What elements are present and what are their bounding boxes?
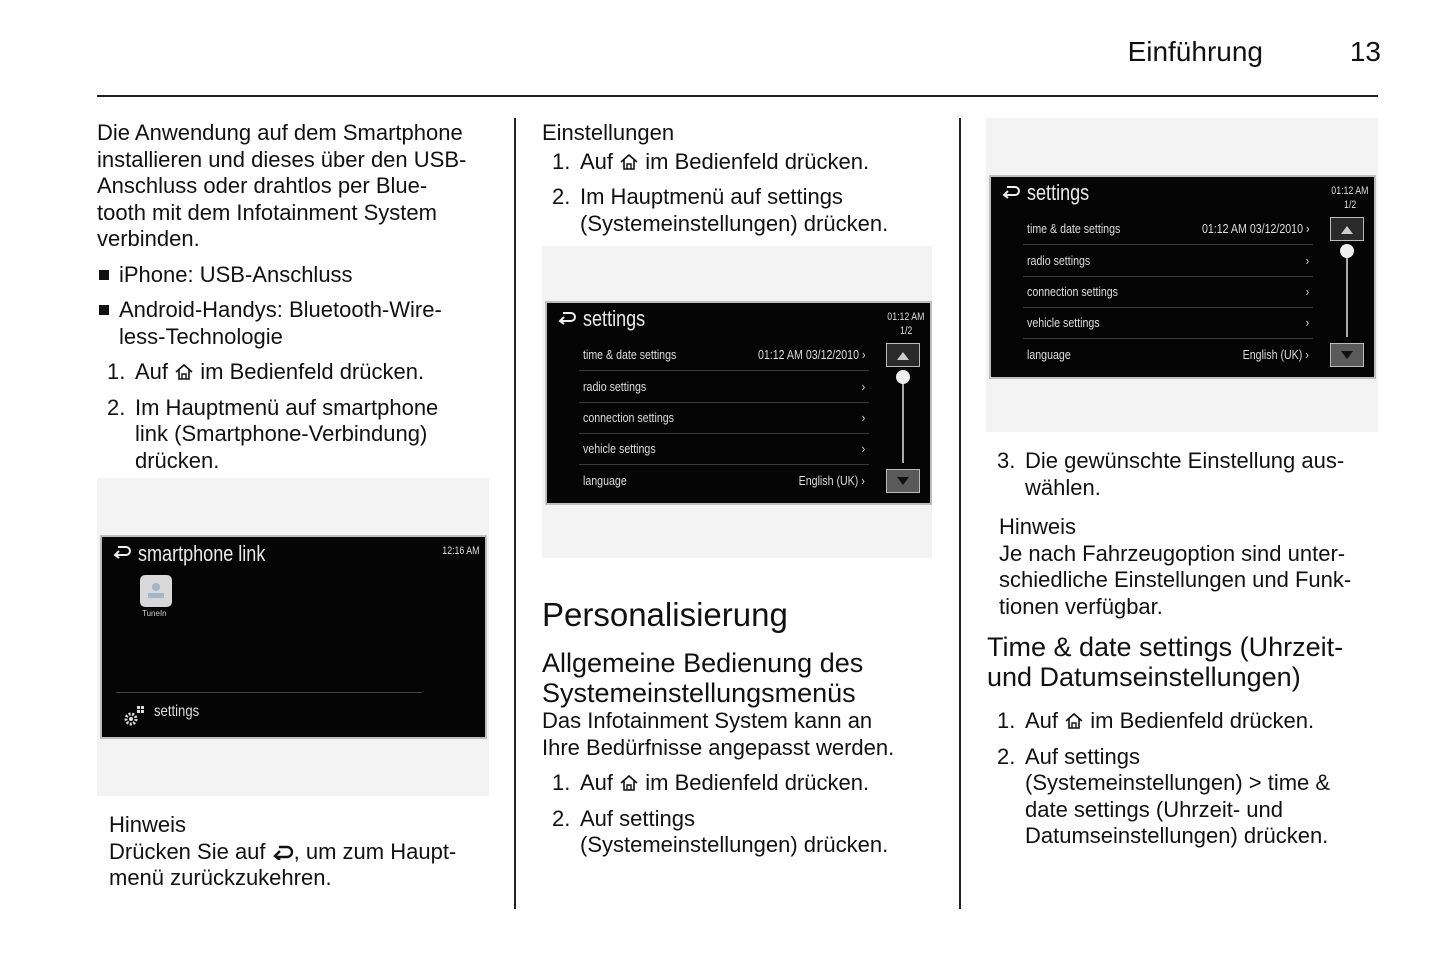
- settings-row-vehicle[interactable]: vehicle settings ›: [1023, 307, 1313, 339]
- subsection-title: Allgemeine Bedienung des Systemeinstellungsmenüs: [542, 648, 864, 708]
- page-indicator: 1/2: [899, 325, 912, 337]
- home-icon: [174, 363, 194, 381]
- bold-term: settings: [619, 805, 695, 831]
- settings-screen-1: [545, 301, 932, 505]
- step-item: 1. Auf im Bedienfeld drücken.: [997, 708, 1315, 733]
- settings-row-radio[interactable]: radio settings ›: [1023, 245, 1313, 277]
- bold-term: settings: [767, 184, 843, 209]
- note-block-1: Hinweis Drücken Sie auf , um zum Haupt- menü zurückzukehren.: [109, 812, 499, 892]
- tunein-app-label: TuneIn: [142, 609, 167, 618]
- settings-row-connection[interactable]: connection settings ›: [579, 402, 869, 434]
- settings-row-time-date[interactable]: time & date settings 01:12 AM 03/12/2010 ›: [1023, 213, 1313, 245]
- settings-row-vehicle[interactable]: vehicle settings ›: [579, 433, 869, 465]
- scrollbar-track[interactable]: [1346, 249, 1348, 337]
- bullet-square-icon: [99, 305, 109, 315]
- bold-term: settings: [1064, 743, 1140, 769]
- settings-row-language[interactable]: language English (UK) ›: [1027, 348, 1309, 362]
- step-item: 2. Auf settings (Systemeinstellungen) drücken.: [552, 805, 889, 857]
- bold-term: link (Smartphone-Verbindung): [135, 421, 428, 446]
- settings-row-radio[interactable]: radio settings ›: [579, 371, 869, 403]
- note-title: Hinweis: [109, 812, 187, 837]
- page-indicator: 1/2: [1343, 199, 1356, 211]
- section-title: Personalisierung: [542, 596, 788, 633]
- settings-row-connection[interactable]: connection settings ›: [1023, 276, 1313, 308]
- note-block-2: Hinweis Je nach Fahrzeugoption sind unter- schiedliche Einstellungen und Funk- tionen verfügbar.: [987, 514, 1382, 620]
- step-item: 1. Auf im Bedienfeld drücken.: [107, 359, 425, 384]
- step-item: 2. Auf settings (Systemeinstellungen) > time & date settings (Uhrzeit- und Datumseinstellungen) drücken.: [997, 743, 1331, 848]
- intro-line: Die Anwendung auf dem Smartphone: [97, 120, 463, 145]
- intro-line: Anschluss oder drahtlos per Blue-: [97, 173, 428, 198]
- screen-divider: [116, 692, 422, 693]
- scrollbar-track[interactable]: [902, 375, 904, 463]
- screen-title: settings: [1027, 180, 1090, 205]
- intro-paragraph: [97, 120, 497, 253]
- note-title: Hinweis: [999, 514, 1077, 539]
- tunein-app-icon[interactable]: [140, 575, 172, 607]
- step-item: 1. Auf im Bedienfeld drücken.: [552, 770, 870, 795]
- back-icon: [272, 844, 294, 860]
- back-icon: [1001, 185, 1021, 199]
- smartphone-link-screen: [100, 535, 487, 739]
- step-item: 2. Im Hauptmenü auf smartphone link (Smartphone-Verbindung) drücken.: [107, 394, 439, 473]
- section-heading: Einstellungen: [542, 120, 675, 145]
- bold-term: (Systemeinstellungen) > time &: [1025, 770, 1331, 795]
- scroll-up-button[interactable]: [1330, 217, 1364, 241]
- settings-row-language[interactable]: language English (UK) ›: [583, 474, 865, 488]
- home-icon: [1064, 712, 1084, 730]
- screen-title: settings: [583, 306, 646, 331]
- intro-line: tooth mit dem Infotainment System: [97, 199, 437, 225]
- paragraph: Das Infotainment System kann an Ihre Bedürfnisse angepasst werden.: [542, 708, 895, 760]
- screen-time: 01:12 AM: [886, 311, 924, 323]
- scroll-up-button[interactable]: [886, 343, 920, 367]
- column-2-top: [542, 120, 937, 237]
- bullet-square-icon: [99, 270, 109, 280]
- back-icon: [112, 545, 132, 559]
- page-number: 13: [1349, 36, 1381, 67]
- scrollbar-thumb[interactable]: [896, 370, 910, 384]
- step-item: 3. Die gewünschte Einstellung aus- wählen.: [997, 448, 1345, 500]
- bullet-item: Android-Handys: Bluetooth-Wire- less-Technologie: [97, 297, 497, 350]
- intro-line: installieren und dieses über den USB-: [97, 146, 467, 172]
- subsection-title: Time & date settings (Uhrzeit- und Datumseinstellungen): [987, 632, 1344, 692]
- settings-gear-icon: [122, 704, 148, 728]
- scroll-down-button[interactable]: [886, 469, 920, 493]
- bold-term: (Systemeinstellungen): [580, 210, 798, 236]
- screen-time: 01:12 AM: [1330, 185, 1368, 197]
- settings-button-label[interactable]: settings: [154, 703, 200, 720]
- chapter-title: Einführung: [1127, 36, 1263, 67]
- screen-title: smartphone link: [138, 541, 266, 566]
- step-item: 2. Im Hauptmenü auf settings (Systemeinstellungen) drücken.: [552, 184, 889, 236]
- bold-term: Datumseinstellungen): [1025, 823, 1238, 848]
- bold-term: (Systemeinstellungen): [580, 832, 798, 857]
- settings-row-time-date[interactable]: time & date settings 01:12 AM 03/12/2010 ›: [579, 339, 869, 371]
- column-divider-2: [959, 118, 961, 909]
- screen-time: 12:16 AM: [441, 545, 479, 557]
- scroll-down-button[interactable]: [1330, 343, 1364, 367]
- home-icon: [619, 153, 639, 171]
- column-1-text: [97, 120, 497, 474]
- scrollbar-thumb[interactable]: [1340, 244, 1354, 258]
- intro-line: verbinden.: [97, 226, 200, 251]
- home-icon: [619, 774, 639, 792]
- header-rule: [97, 95, 1378, 97]
- settings-screen-2: [989, 175, 1376, 379]
- column-2-bottom: [542, 596, 942, 859]
- bold-term: smartphone: [322, 394, 439, 420]
- back-icon: [557, 311, 577, 325]
- bold-term: date settings (Uhrzeit- und: [1025, 796, 1284, 822]
- column-3-text: [987, 448, 1382, 850]
- step-item: 1. Auf im Bedienfeld drücken.: [552, 148, 870, 174]
- column-divider-1: [514, 118, 516, 909]
- bullet-item: iPhone: USB-Anschluss: [97, 262, 497, 289]
